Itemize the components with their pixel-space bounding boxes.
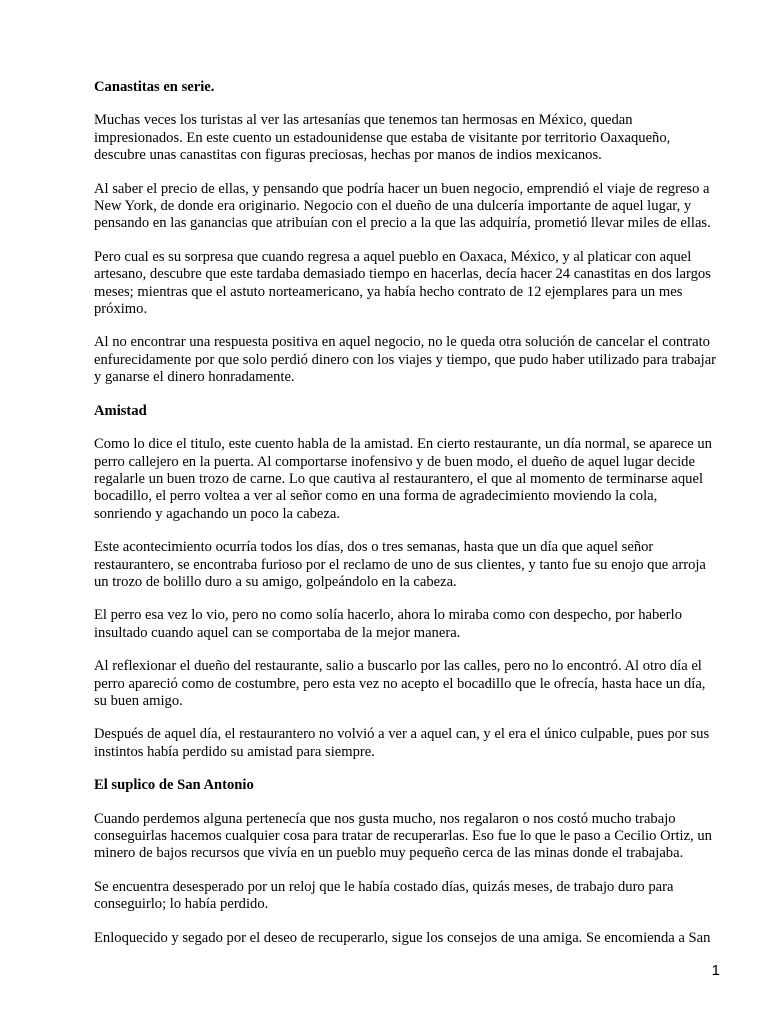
paragraph: Este acontecimiento ocurría todos los días, dos o tres semanas, hasta que un día que aquel señor restaurantero, se encontraba furioso por el reclamo de uno de sus clientes, y tanto fue su enojo que arroja un trozo de bolillo duro a su amigo, golpeándolo en la cabeza. (94, 539, 706, 590)
paragraph: El perro esa vez lo vio, pero no como solía hacerlo, ahora lo miraba como con despecho, por haberlo insultado cuando aquel can se comportaba de la mejor manera. (94, 607, 682, 641)
paragraph: Muchas veces los turistas al ver las artesanías que tenemos tan hermosas en México, quedan impresionados. En este cuento un estadounidense que estaba de visitante por territorio Oaxaqueño, descubre unas canastitas con figuras preciosas, hechas por manos de indios mexicanos. (94, 112, 671, 164)
paragraph: Al saber el precio de ellas, y pensando que podría hacer un buen negocio, emprendió el viaje de regreso a New York, de donde era originario. Negocio con el dueño de una dulcería importante de aquel lugar, y pensando en las ganancias que atribuían con el precio a la que las adquiría, prometió llevar miles de ellas. (94, 180, 711, 232)
document-body (94, 79, 718, 947)
section-title: El suplico de San Antonio (94, 777, 254, 794)
paragraph: Como lo dice el titulo, este cuento habla de la amistad. En cierto restaurante, un día normal, se aparece un perro callejero en la puerta. Al comportarse inofensivo y de buen modo, el dueño de aquel lugar decide regalarle un buen trozo de carne. Lo que cautiva al restaurantero, el que al momento de terminarse aquel bocadillo, el perro voltea a ver al señor como en una forma de agradecimiento moviendo la cola, sonriendo y agachando un poco la cabeza. (94, 436, 712, 522)
section-title: Canastitas en serie. (94, 79, 215, 95)
section-canastitas (94, 79, 718, 387)
page-number: 1 (711, 962, 720, 979)
section-title: Amistad (94, 402, 147, 419)
paragraph: Cuando perdemos alguna pertenecía que nos gusta mucho, nos regalaron o nos costó mucho trabajo conseguirlas hacemos cualquier cosa para tratar de recuperarlas. Eso fue lo que le paso a Cecilio Ortiz, un minero de bajos recursos que vivía en un pueblo muy pequeño cerca de las minas donde el trabajaba. (94, 810, 712, 862)
paragraph: Se encuentra desesperado por un reloj que le había costado días, quizás meses, de trabajo duro para conseguirlo; lo había perdido. (94, 878, 674, 913)
paragraph: Al no encontrar una respuesta positiva en aquel negocio, no le queda otra solución de cancelar el contrato enfurecidamente por que solo perdió dinero con los viajes y tiempo, que pudo haber utilizado para trabajar y ganarse el dinero honradamente. (94, 334, 717, 386)
paragraph: Al reflexionar el dueño del restaurante, salio a buscarlo por las calles, pero no lo encontró. Al otro día el perro apareció como de costumbre, pero esta vez no acepto el bocadillo que le ofrecía, hasta hace un día, su buen amigo. (94, 658, 706, 709)
section-amistad (94, 403, 718, 762)
section-san-antonio (94, 777, 718, 947)
paragraph: Después de aquel día, el restaurantero no volvió a ver a aquel can, y el era el único culpable, pues por sus instintos había perdido su amistad para siempre. (94, 726, 710, 760)
paragraph: Enloquecido y segado por el deseo de recuperarlo, sigue los consejos de una amiga. Se encomienda a San (94, 929, 711, 946)
paragraph: Pero cual es su sorpresa que cuando regresa a aquel pueblo en Oaxaca, México, y al platicar con aquel artesano, descubre que este tardaba demasiado tiempo en hacerlas, decía hacer 24 canastitas en dos largos meses; mientras que el astuto norteamericano, ya había hecho contrato de 12 ejemplares para un mes próximo. (94, 248, 711, 318)
